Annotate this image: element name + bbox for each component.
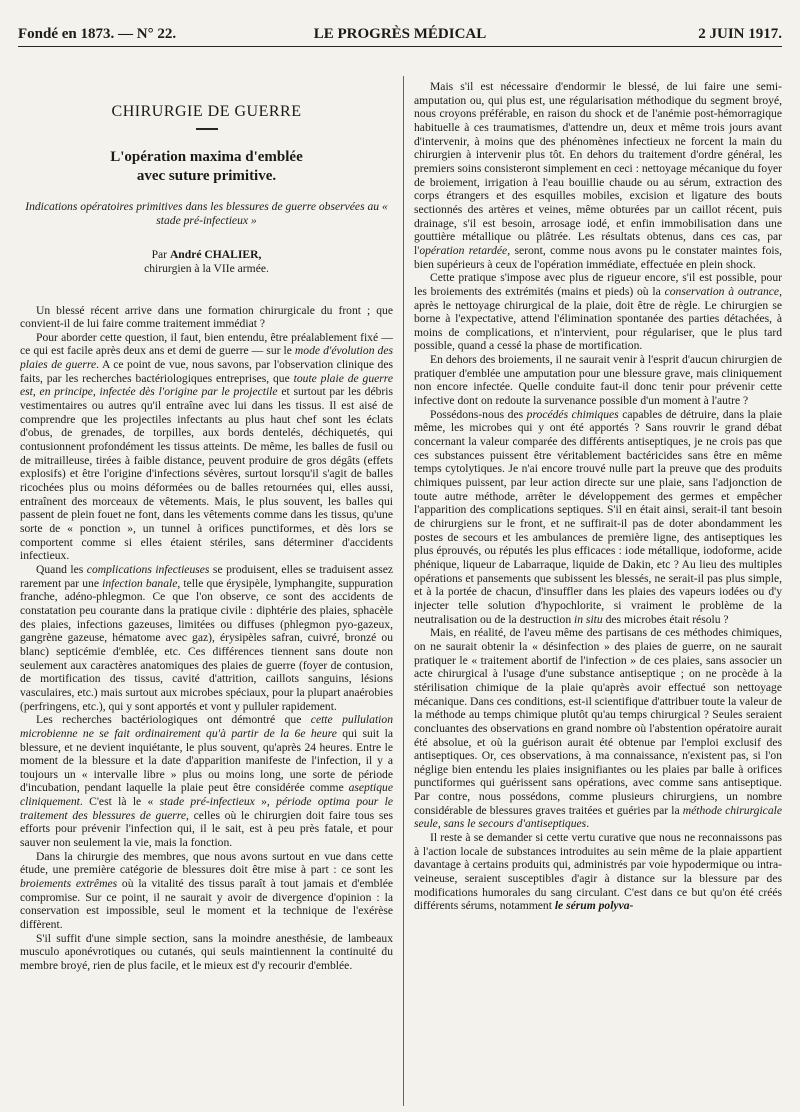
column-divider bbox=[403, 76, 404, 1106]
paragraph: Mais s'il est nécessaire d'endormir le blessé, de lui faire une semi-amputation ou, qui plus est, une régularisation méthodique du segment broyé, nous croyons préférable, en raison du shock et de l'anémie post-hémorragique habituelle à ces traumatismes, d'attendre un, deux et même trois jours avant d'intervenir, à moins que des phénomènes infectieux ne forcent la main du chirurgien à intervenir plus tôt. En dehors du traitement d'ordre général, les premiers soins consisteront simplement en ceci : nettoyage mécanique du foyer de broiement, irrigation à l'eau bouillie chaude ou au sérum, extraction des corps étrangers et des esquilles mobiles, excision et ligature des bouts sectionnés des artères et veines, même obturées par un caillot récent, puis drainage, s'il est besoin, arrosage iodé, et enfin immobilisation dans une gouttière métallique ou plâtrée. Les résultats obtenus, dans ces cas, par l'opération retardée, seront, comme nous avons pu le constater maintes fois, bien supérieurs à ceux de l'opération immédiate, effectuée en plein shock. bbox=[414, 80, 782, 271]
paragraph: Quand les complications infectieuses se produisent, elles se traduisent assez rarement par une infection banale, telle que érysipèle, lymphangite, suppuration franche, adéno-phlegmon. Ce que l'on observe, ce sont des accidents de constatation peu courante dans la pratique civile : diphtérie des plaies, sphacèle des plaies, infections gazeuses, limitées ou diffuses (phlegmon pyo-gazeux, gangrène gazeuse, hématome avec gaz), érysipèles safran, cuivré, bronzé ou blanc) septicémie d'emblée, etc. Ces différences tiennent sans doute non seulement aux caractères anatomiques des plaies de guerre (foyer de contusion, de mortification des tissus, cavité d'attrition, caillots sanguins, lésions vasculaires, etc.) mais surtout aux microbes spéciaux, pour la plupart anaérobies (perfringens, etc.), qui y sont apportés et vont y pulluler rapidement. bbox=[20, 562, 393, 713]
journal-founding-and-issue: Fondé en 1873. — N° 22. bbox=[18, 26, 177, 42]
paragraph: Il reste à se demander si cette vertu curative que nous ne reconnaissons pas à l'action locale de substances introduites au sein même de la plaie appartient davantage à certains produits qui, administrés par voie hypodermique ou intra-veineuse, seraient susceptibles d'agir à distance sur la blessure par des modifications humorales du sang circulant. C'est dans ce but qu'on été créés différents sérums, notamment le sérum polyva- bbox=[414, 831, 782, 913]
section-heading: CHIRURGIE DE GUERRE bbox=[111, 103, 302, 120]
author-affiliation: chirurgien à la VIIe armée. bbox=[144, 261, 269, 275]
paragraph: Pour aborder cette question, il faut, bien entendu, être préalablement fixé — ce qui est facile après deux ans et demi de guerre — sur le mode d'évolution des plaies de guerre. A ce point de vue, nous savons, par l'observation clinique des faits, par les recherches bactériologiques entreprises, que toute plaie de guerre est, en principe, infectée dès l'origine par le projectile et surtout par les débris vestimentaires ou autres qu'il entraîne avec lui dans les tissus. Il est aisé de comprendre que les projectiles infectants au plus haut chef sont les éclats d'obus, de grenades, de torpilles, aux bords dentelés, déchiquetés, qui contusionnent profondément les tissus atteints. De même, les balles de fusil ou de mitrailleuse, tirées à faible distance, peuvent produire de gros dégâts (effets explosifs) et être l'origine d'infections sévères, surtout lorsqu'il s'agit de balles ricochées plus ou moins déformées ou de balles retournées qui, elles aussi, entraînent des morceaux de vêtements. Mais, le plus souvent, les balles qui passent de plein fouet ne font, dans les vêtements comme dans les tissus, qu'une sorte de « ponction », un tunnel à orifices punctiformes, et dès lors se comportent comme si elles étaient stériles, sans déterminer d'accidents infectieux. bbox=[20, 330, 393, 563]
article-title-line2: avec suture primitive. bbox=[136, 167, 277, 184]
author-name: André CHALIER, bbox=[169, 247, 262, 261]
journal-title: LE PROGRÈS MÉDICAL bbox=[313, 26, 487, 42]
page-header bbox=[18, 26, 782, 47]
paragraph: En dehors des broiements, il ne saurait venir à l'esprit d'aucun chirurgien de pratiquer d'emblée une amputation pour une blessure grave, mais cliniquement non encore infectée. Quelle conduite faut-il donc tenir pour prévenir cette infective dont on redoute la survenance possible d'un moment à l'autre ? bbox=[414, 353, 782, 408]
issue-date: 2 JUIN 1917. bbox=[698, 26, 782, 42]
right-column bbox=[414, 80, 782, 1108]
section-rule bbox=[196, 128, 218, 130]
paragraph: S'il suffit d'une simple section, sans la moindre anesthésie, de lambeaux musculo aponévrotiques ou cutanés, qui seuls maintiennent la continuité du membre broyé, rien de plus facile, et le mieux est d'y recourir d'emblée. bbox=[20, 931, 393, 972]
paragraph: Possédons-nous des procédés chimiques capables de détruire, dans la plaie même, les microbes qui y ont été apportés ? Sans rouvrir le grand débat concernant la valeur comparée des différents antiseptiques, je ne crois pas que ces substances puissent être véritablement bactéricides sans être en même temps cytolytiques. Je n'ai encore trouvé nulle part la preuve que des produits chimiques puissent, par leur action directe sur une plaie, sans l'adjonction de toute autre méthode, arrêter le développement des germes et empêcher l'apparition des complications septiques. S'il en était ainsi, serait-il tant besoin de chirurgiens sur le front, et ne suffirait-il pas de doter abondamment les postes de secours et les ambulances de première ligne, des antiseptiques les plus éprouvés, ou réputés les plus efficaces : iode métallique, iodoforme, acide phénique, liqueur de Labarraque, liquide de Dakin, etc ? Au lieu des multiples opérations et pansements que subissent les blessés, ne serait-il pas plus simple, et à la portée de chacun, d'insuffler dans les plaies des vapeurs iodées ou d'y injecter telle solution d'hypochlorite, si vraiment le problème de la neutralisation ou de la destruction in situ des microbes était résolu ? bbox=[414, 407, 782, 626]
article-title bbox=[50, 148, 363, 186]
paragraph: Un blessé récent arrive dans une formation chirurgicale du front ; que convient-il de lui faire comme traitement immédiat ? bbox=[20, 303, 393, 331]
paragraph: Cette pratique s'impose avec plus de rigueur encore, s'il est possible, pour les broiements des extrémités (mains et pieds) où la conservation à outrance, après le nettoyage chirurgical de la plaie, doit être de règle. Le chirurgien se borne à l'expectative, attend l'élimination spontanée des parties détachées, à moins de complications, et n'intervient, pour régulariser, que le plus tard possible, quand a cessé la phase de mortification. bbox=[414, 271, 782, 353]
paragraph: Dans la chirurgie des membres, que nous avons surtout en vue dans cette étude, une première catégorie de blessures doit être mise à part : ce sont les broiements extrêmes où la vitalité des tissus paraît à tout jamais et d'emblée compromise. Sur ce point, il ne saurait y avoir de divergence d'opinion : la conservation est impossible, seul le moment et la technique de l'exérèse diffèrent. bbox=[20, 849, 393, 932]
paragraph: Mais, en réalité, de l'aveu même des partisans de ces méthodes chimiques, on ne saurait obtenir la « désinfection » des plaies de guerre, on ne saurait pratiquer le « traitement abortif de l'infection » de ces plaies, sans associer un acte chirurgical à l'usage d'une substance antiseptique ; on ne procède à la stérilisation chimique de la plaie qu'après avoir effectué son nettoyage mécanique. Dans ces conditions, est-il scientifique d'attribuer toute la valeur de la méthode au temps chimique plutôt qu'au temps chirurgical ? Seules seraient concluantes des observations en grand nombre où l'abstention opératoire aurait été absolue, et où la guérison aurait été obtenue par l'emploi exclusif des antiseptiques. Or, ces observations, à ma connaissance, n'existent pas, si l'on néglige bien entendu les plaies insignifiantes ou les plaies par balle à orifices punctiformes qui guérissent sans opérations, avec comme sans antiseptique. Par contre, nous possédons, comme plusieurs chirurgiens, un nombre considérable de blessures graves traitées et guéries par la méthode chirurgicale seule, sans le secours d'antiseptiques. bbox=[414, 626, 782, 831]
article-title-line1: L'opération maxima d'emblée bbox=[110, 148, 303, 165]
left-column bbox=[20, 78, 393, 1108]
paragraph: Les recherches bactériologiques ont démontré que cette pullulation microbienne ne se fait ordinairement qu'à partir de la 6e heure qui suit la blessure, et ne devient inquiétante, le plus souvent, qu'après 24 heures. Entre le moment de la blessure et la date d'apparition manifeste de l'infection, il y a toujours un « intervalle libre » plus ou moins long, une sorte de période d'incubation, pendant laquelle la plaie peut être considérée comme aseptique cliniquement. C'est là le « stade pré-infectieux », période optima pour le traitement des blessures de guerre, celles où le chirurgien doit faire tous ses efforts pour prévenir l'infection qui, il le sait, est à peu près fatale, et pour sauver non seulement la vie, mais la fonction. bbox=[20, 713, 393, 850]
byline bbox=[20, 248, 393, 262]
article-subtitle: Indications opératoires primitives dans les blessures de guerre observées au « stade pré-infectieux » bbox=[25, 199, 388, 227]
byline-prefix: Par bbox=[151, 247, 168, 261]
